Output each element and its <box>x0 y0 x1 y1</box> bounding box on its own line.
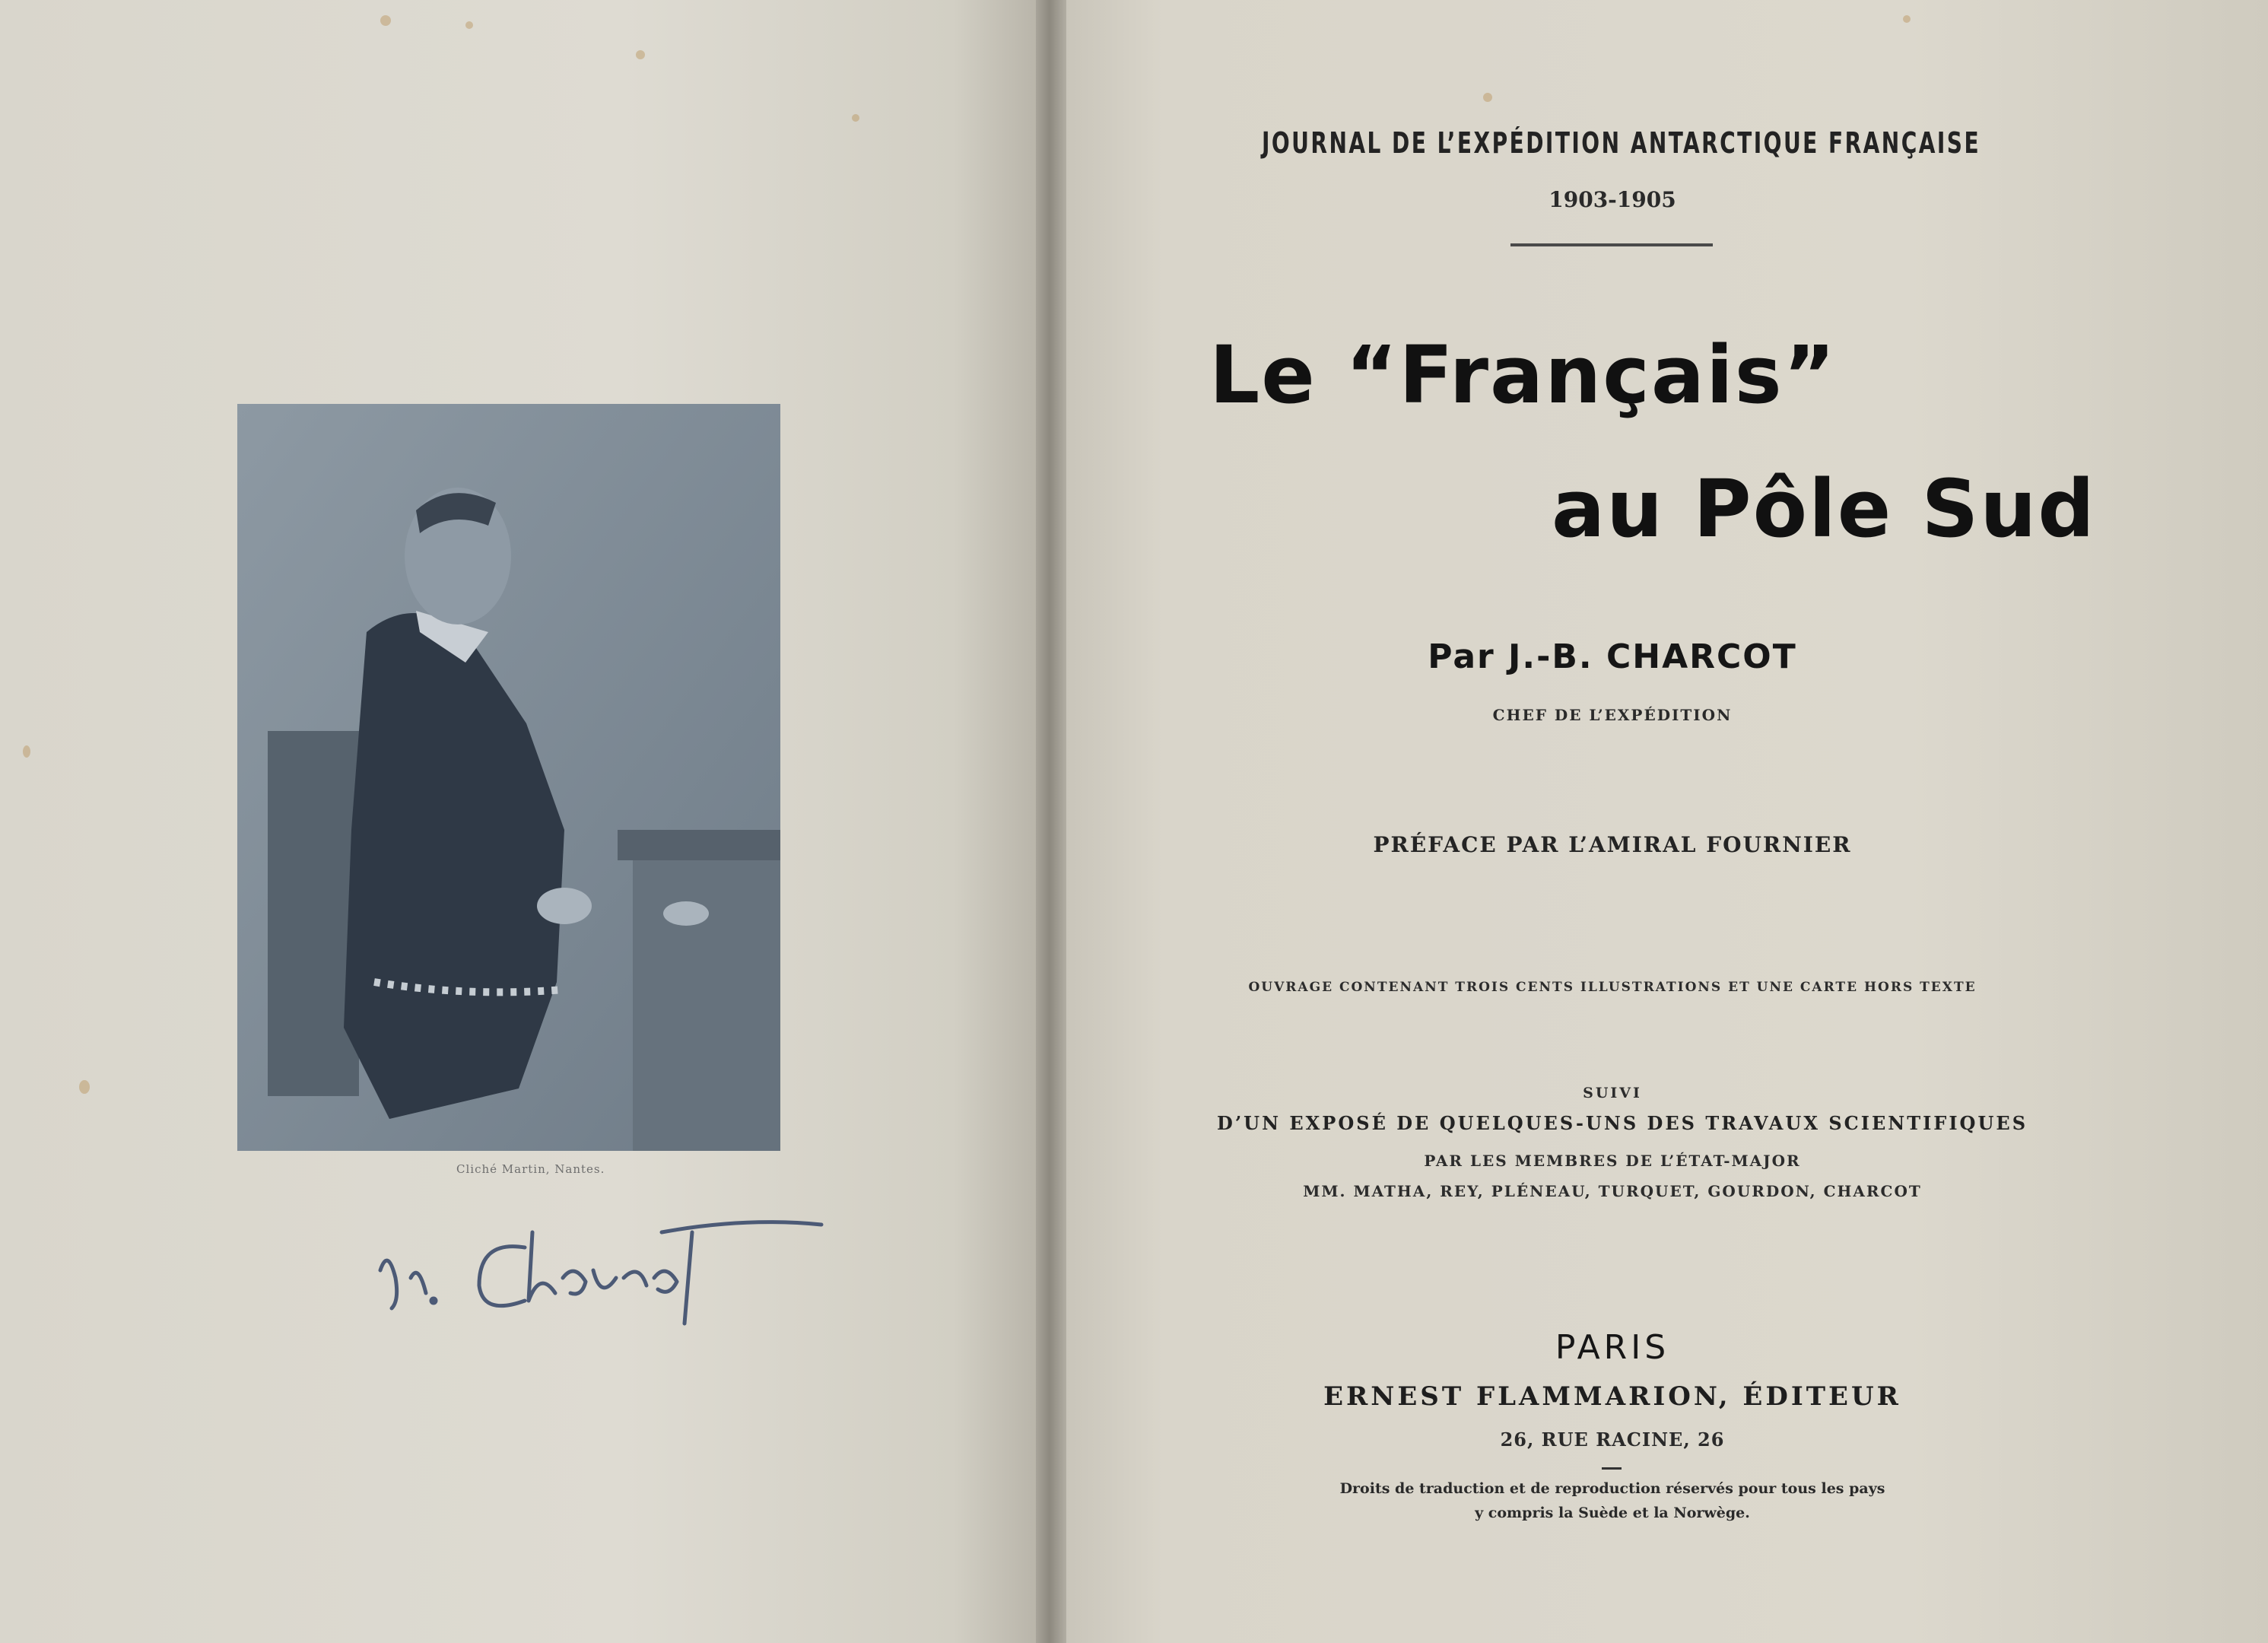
foxing-spot <box>1903 15 1911 23</box>
foxing-spot <box>852 114 859 122</box>
book-title-line1: Le “Français” <box>1209 329 1837 421</box>
foxing-spot <box>465 21 473 29</box>
foxing-spot <box>380 15 391 26</box>
publication-city: PARIS <box>1555 1328 1670 1367</box>
author-role: CHEF DE L’EXPÉDITION <box>1492 706 1733 724</box>
foxing-spot <box>636 50 645 59</box>
divider-rule <box>1510 243 1713 246</box>
signature-handwriting <box>365 1187 837 1339</box>
contributors-names: MM. MATHA, REY, PLÉNEAU, TURQUET, GOURDON, CHARCOT <box>1303 1182 1922 1200</box>
signature <box>365 1187 837 1339</box>
author: Par J.-B. CHARCOT <box>1428 637 1797 676</box>
short-rule <box>1602 1467 1622 1470</box>
rights-notice-line1: Droits de traduction et de reproduction réservés pour tous les pays <box>1339 1480 1885 1497</box>
photo-credit: Cliché Martin, Nantes. <box>456 1162 605 1176</box>
foxing-spot <box>1483 93 1492 102</box>
illustrations-note: OUVRAGE CONTENANT TROIS CENTS ILLUSTRATIONS ET UNE CARTE HORS TEXTE <box>1248 980 1977 995</box>
preface-credit: PRÉFACE PAR L’AMIRAL FOURNIER <box>1373 832 1852 857</box>
portrait-image <box>237 404 780 1151</box>
foxing-spot <box>79 1080 90 1094</box>
rights-notice-line2: y compris la Suède et la Norwège. <box>1475 1505 1750 1521</box>
book-title-line2: au Pôle Sud <box>1552 462 2096 555</box>
suivi-label: SUIVI <box>1583 1085 1642 1101</box>
portrait-photo <box>237 404 780 1151</box>
staff-members-line: PAR LES MEMBRES DE L’ÉTAT-MAJOR <box>1424 1152 1801 1170</box>
foxing-spot <box>23 745 30 758</box>
publisher-name: ERNEST FLAMMARION, ÉDITEUR <box>1323 1381 1901 1412</box>
book-gutter <box>1036 0 1066 1643</box>
scientific-works-line: D’UN EXPOSÉ DE QUELQUES-UNS DES TRAVAUX SCIENTIFIQUES <box>1217 1112 2028 1134</box>
left-page <box>0 0 1036 1643</box>
expedition-years: 1903-1905 <box>1549 187 1676 212</box>
publisher-address: 26, RUE RACINE, 26 <box>1500 1428 1725 1451</box>
journal-title: JOURNAL DE L’EXPÉDITION ANTARCTIQUE FRANÇAISE <box>1262 126 1981 160</box>
